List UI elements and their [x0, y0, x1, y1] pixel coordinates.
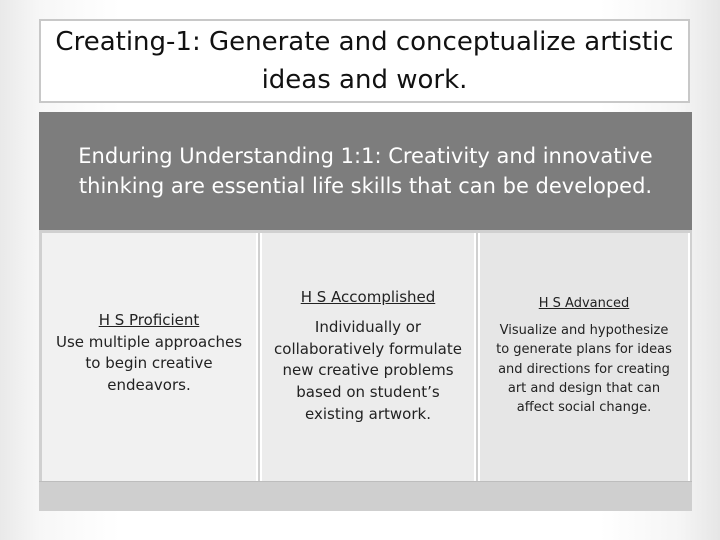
- advanced-line: Visualize and hypothesize: [499, 323, 669, 338]
- accomplished-line: collaboratively formulate: [274, 339, 462, 358]
- advanced-line: to generate plans for ideas: [496, 342, 672, 358]
- proficient-content: [42, 310, 256, 396]
- enduring-understanding-text: [54, 141, 676, 201]
- advanced-line: affect social change.: [516, 400, 652, 416]
- accomplished-line: existing artwork.: [305, 404, 431, 423]
- column-accomplished: [260, 233, 476, 481]
- slide-title: [35, 23, 693, 99]
- accomplished-line: new creative problems: [282, 361, 454, 380]
- column-proficient: [42, 233, 258, 481]
- table-bottom-strip: [39, 481, 692, 511]
- proficient-line: Use multiple approaches: [55, 332, 243, 351]
- proficient-line: endeavors.: [107, 375, 191, 394]
- advanced-heading: H S Advanced: [538, 296, 630, 311]
- accomplished-content: [262, 317, 474, 426]
- proficient-line: to begin creative: [85, 354, 213, 372]
- slide-title-line: ideas and work.: [261, 65, 468, 95]
- advanced-line: and directions for creating: [498, 361, 670, 377]
- accomplished-line: Individually or: [314, 318, 422, 336]
- proficient-heading: H S Proficient: [98, 311, 200, 329]
- accomplished-heading-wrap: [262, 287, 474, 308]
- slide-title-line: Creating-1: Generate and conceptualize artistic: [55, 27, 674, 57]
- advanced-content: [480, 321, 688, 417]
- slide-title-box: [39, 19, 690, 103]
- advanced-line: art and design that can: [507, 380, 661, 396]
- advanced-heading-wrap: [480, 295, 688, 313]
- accomplished-heading: H S Accomplished: [300, 288, 436, 306]
- column-advanced: [478, 233, 690, 481]
- accomplished-line: based on student’s: [296, 383, 440, 402]
- enduring-understanding-line: thinking are essential life skills that can be developed.: [78, 174, 653, 198]
- enduring-understanding-line: Enduring Understanding 1:1: Creativity and innovative: [78, 144, 653, 168]
- enduring-understanding-band: [39, 112, 692, 230]
